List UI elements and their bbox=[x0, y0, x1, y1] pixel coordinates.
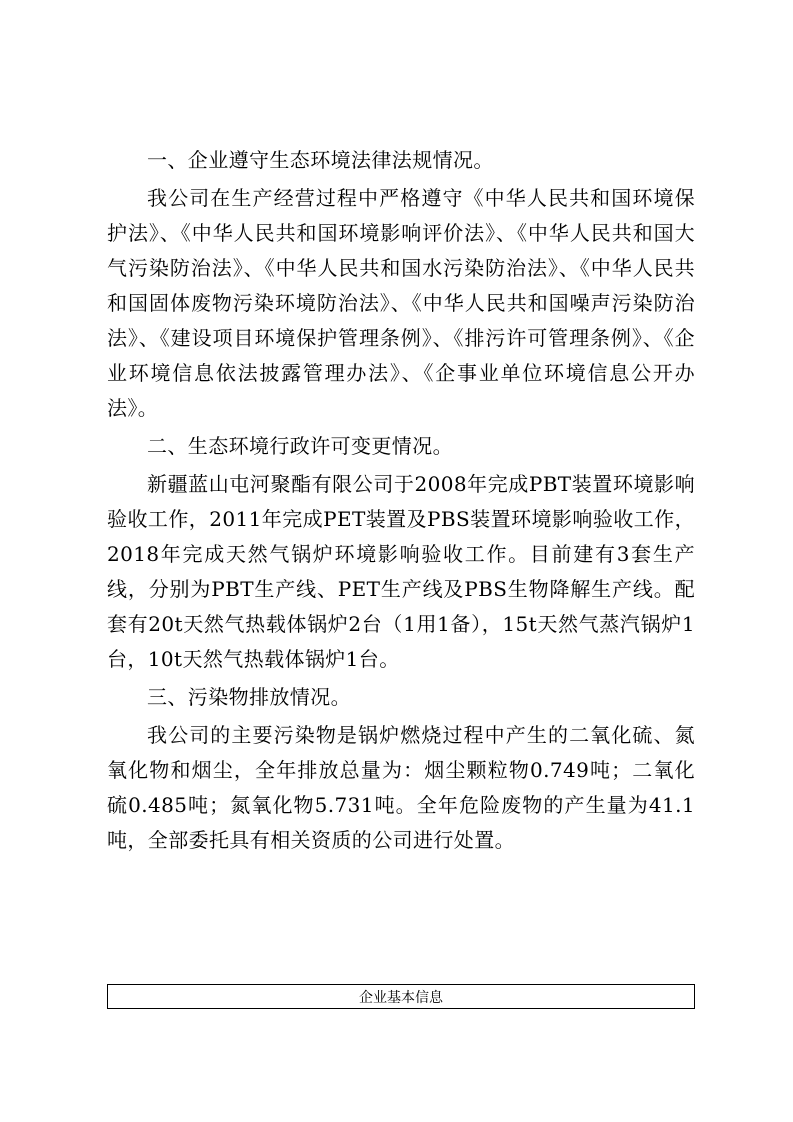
table-header-label: 企业基本信息 bbox=[359, 989, 443, 1006]
section-2-paragraph: 新疆蓝山屯河聚酯有限公司于2008年完成PBT装置环境影响验收工作，2011年完成PET装置及PBS装置环境影响验收工作，2018年完成天然气锅炉环境影响验收工作。目前建有3套生产线，分别为PBT生产线、PET生产线及PBS生物降解生产线。配套有20t天然气热载体锅炉2台（1用1备），15t天然气蒸汽锅炉1台，10t天然气热载体锅炉1台。 bbox=[107, 472, 695, 671]
section-1-paragraph: 我公司在生产经营过程中严格遵守《中华人民共和国环境保护法》、《中华人民共和国环境影响评价法》、《中华人民共和国大气污染防治法》、《中华人民共和国水污染防治法》、《中华人民共和国固体废物污染环境防治法》、《中华人民共和国噪声污染防治法》、《建设项目环境保护管理条例》、《排污许可管理条例》、《企业环境信息依法披露管理办法》、《企事业单位环境信息公开办法》。 bbox=[107, 186, 695, 420]
section-3-paragraph: 我公司的主要污染物是锅炉燃烧过程中产生的二氧化硫、氮氧化物和烟尘，全年排放总量为：烟尘颗粒物0.749吨；二氧化硫0.485吨；氮氧化物5.731吨。全年危险废物的产生量为41.1吨，全部委托具有相关资质的公司进行处置。 bbox=[107, 723, 695, 852]
basic-info-table-header bbox=[107, 984, 695, 1009]
section-3-heading: 三、污染物排放情况。 bbox=[147, 685, 351, 709]
document-body bbox=[107, 140, 695, 858]
section-1-heading: 一、企业遵守生态环境法律法规情况。 bbox=[147, 148, 494, 172]
section-2-heading: 二、生态环境行政许可变更情况。 bbox=[147, 434, 453, 458]
